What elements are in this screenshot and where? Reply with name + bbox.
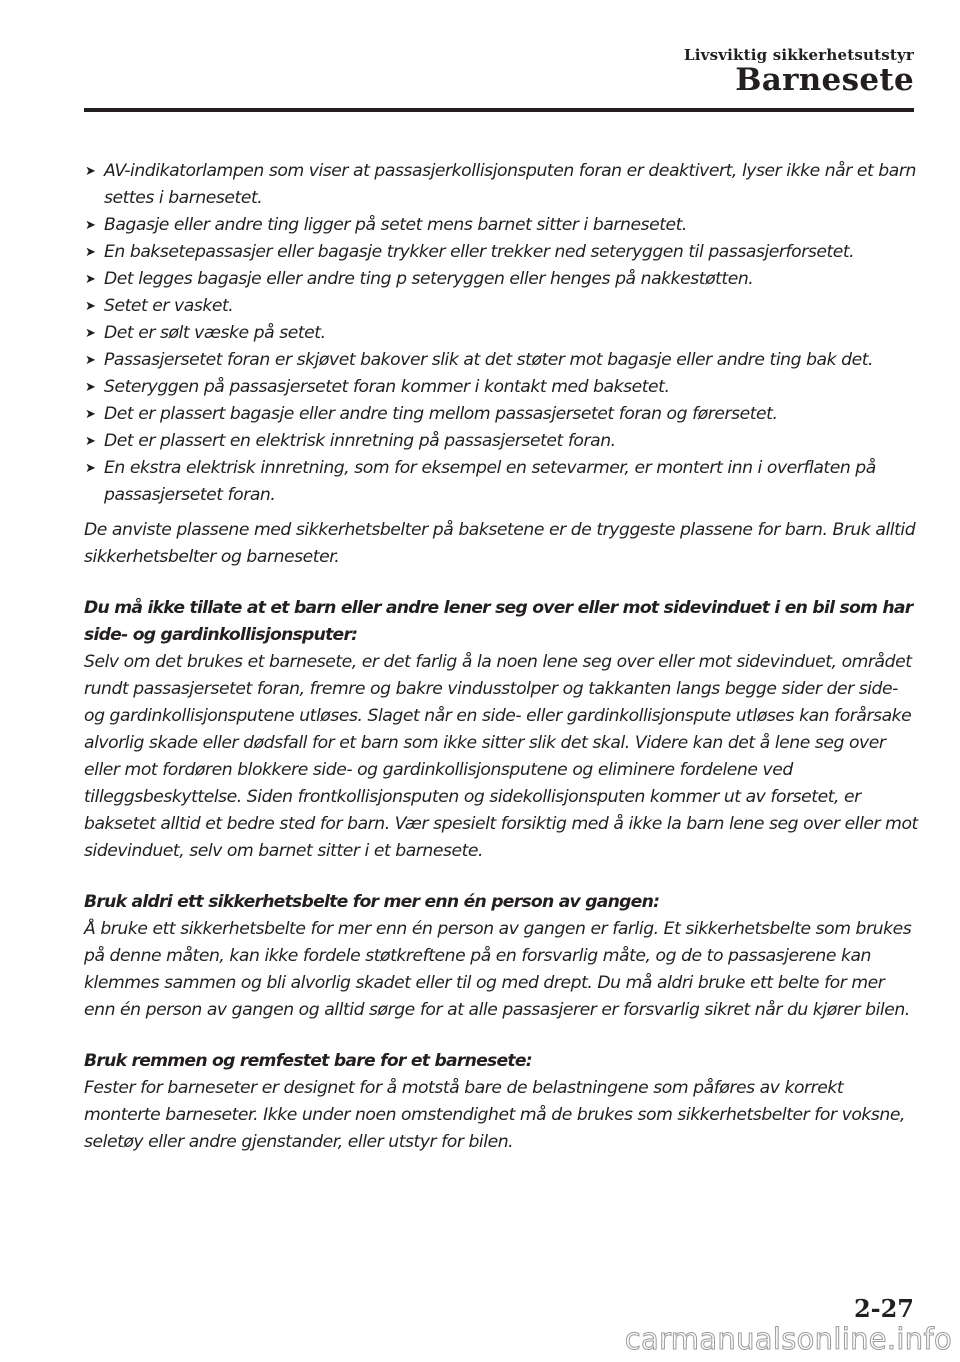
arrowhead-right-icon: ➤ <box>85 434 96 449</box>
arrowhead-right-icon: ➤ <box>85 245 96 260</box>
warning-block-side-window <box>84 595 920 865</box>
list-item <box>84 374 920 401</box>
arrowhead-right-icon: ➤ <box>85 218 96 233</box>
list-item-text: Seteryggen på passasjersetet foran kommer i kontakt med baksetet. <box>104 377 670 397</box>
arrowhead-right-icon: ➤ <box>85 299 96 314</box>
warning-body: Selv om det brukes et barnesete, er det farlig å la noen lene seg over eller mot sidevinduet, området rundt passasjersetet foran, fremre og bakre vindusstolper og takkanten langs begge sider der side- og gardinkollisjonsputene utløses. Slaget når en side- eller gardinkollisjonspute utløses kan forårsake alvorlig skade eller dødsfall for et barn som ikke sitter slik det skal. Videre kan det å lene seg over eller mot fordøren blokkere side- og gardinkollisjonsputene og eliminere fordelene ved tilleggsbeskyttelse. Siden frontkollisjonsputen og sidekollisjonsputen kommer ut av forsetet, er baksetet alltid et bedre sted for barn. Vær spesielt forsiktig med å ikke la barn lene seg over eller mot sidevinduet, selv om barnet sitter i et barnesete. <box>84 652 918 861</box>
warning-body: Fester for barneseter er designet for å motstå bare de belastningene som påføres av korrekt monterte barneseter. Ikke under noen omstendighet må de brukes som sikkerhetsbelter for voksne, seletøy eller andre gjenstander, eller utstyr for bilen. <box>84 1078 905 1152</box>
list-item-text: Setet er vasket. <box>104 296 234 316</box>
condition-list <box>84 158 920 509</box>
list-item <box>84 239 920 266</box>
list-item-text: Det er plassert bagasje eller andre ting mellom passasjersetet foran og førersetet. <box>104 404 778 424</box>
list-item <box>84 266 920 293</box>
arrowhead-right-icon: ➤ <box>85 461 96 476</box>
section-label: Livsviktig sikkerhetsutstyr <box>684 46 914 64</box>
list-item-text: En baksetepassasjer eller bagasje trykker eller trekker ned seteryggen til passasjerforsetet. <box>104 242 855 262</box>
page-number: 2-27 <box>853 1294 914 1323</box>
warning-title: Bruk aldri ett sikkerhetsbelte for mer enn én person av gangen: <box>84 892 660 912</box>
list-item-text: Det legges bagasje eller andre ting p seteryggen eller henges på nakkestøtten. <box>104 269 754 289</box>
header-divider <box>84 108 914 112</box>
warning-title: Du må ikke tillate at et barn eller andre lener seg over eller mot sidevinduet i en bil som har side- og gardinkollisjonsputer: <box>84 598 913 645</box>
list-item <box>84 212 920 239</box>
list-item <box>84 320 920 347</box>
intro-paragraph: De anviste plassene med sikkerhetsbelter på baksetene er de tryggeste plassene for barn. Bruk alltid sikkerhetsbelter og barneseter. <box>84 520 916 567</box>
list-item <box>84 455 920 509</box>
list-item-text: En ekstra elektrisk innretning, som for eksempel en setevarmer, er montert inn i overflaten på passasjersetet foran. <box>104 458 876 505</box>
list-item <box>84 401 920 428</box>
list-item-text: Det er sølt væske på setet. <box>104 323 326 343</box>
list-item-text: Det er plassert en elektrisk innretning på passasjersetet foran. <box>104 431 616 451</box>
list-item <box>84 158 920 212</box>
list-item <box>84 293 920 320</box>
warning-body: Å bruke ett sikkerhetsbelte for mer enn én person av gangen er farlig. Et sikkerhetsbelte som brukes på denne måten, kan ikke fordele støtkreftene på en forsvarlig måte, og de to passasjerene kan klemmes sammen og bli alvorlig skadet eller til og med drept. Du må aldri bruke ett belte for mer enn én person av gangen og alltid sørge for at alle passasjerer er forsvarlig sikret når du kjører bilen. <box>84 919 912 1020</box>
watermark: carmanualsonline.info <box>624 1322 952 1356</box>
page-content <box>84 158 920 1156</box>
arrowhead-right-icon: ➤ <box>85 164 96 179</box>
warning-block-tether <box>84 1048 920 1156</box>
arrowhead-right-icon: ➤ <box>85 326 96 341</box>
warning-block-one-belt <box>84 889 920 1024</box>
arrowhead-right-icon: ➤ <box>85 407 96 422</box>
warning-title: Bruk remmen og remfestet bare for et barnesete: <box>84 1051 532 1071</box>
list-item-text: Bagasje eller andre ting ligger på setet mens barnet sitter i barnesetet. <box>104 215 687 235</box>
list-item <box>84 347 920 374</box>
list-item-text: AV-indikatorlampen som viser at passasjerkollisjonsputen foran er deaktivert, lyser ikke når et barn settes i barnesetet. <box>104 161 916 208</box>
arrowhead-right-icon: ➤ <box>85 353 96 368</box>
list-item <box>84 428 920 455</box>
arrowhead-right-icon: ➤ <box>85 380 96 395</box>
arrowhead-right-icon: ➤ <box>85 272 96 287</box>
chapter-title: Barnesete <box>735 62 914 98</box>
list-item-text: Passasjersetet foran er skjøvet bakover slik at det støter mot bagasje eller andre ting bak det. <box>104 350 874 370</box>
